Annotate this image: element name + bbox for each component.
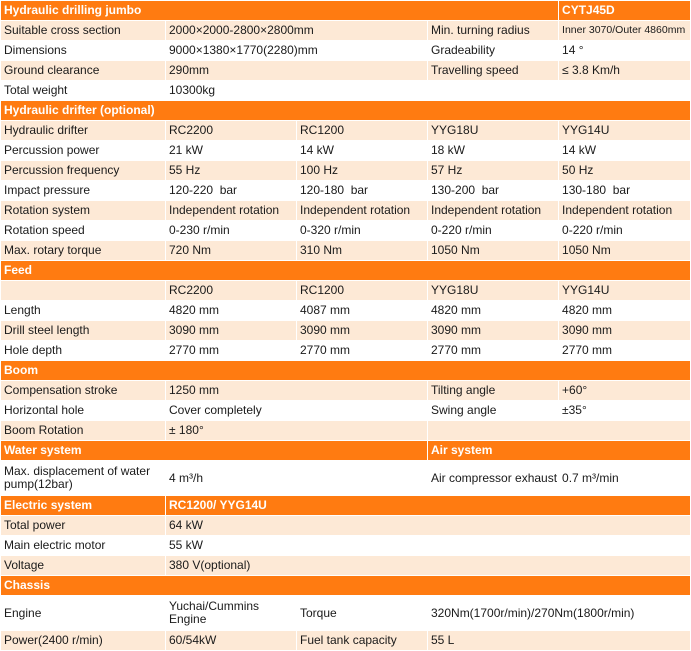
- spec-label: Voltage: [1, 556, 165, 575]
- section-title: Water system: [1, 441, 427, 460]
- spec-value: 320Nm(1700r/min)/270Nm(1800r/min): [428, 596, 690, 630]
- spec-value: 1250 mm: [166, 381, 427, 400]
- spec-value: 2770 mm: [559, 341, 690, 360]
- table-row: [1, 141, 690, 160]
- section-title: Hydraulic drifter (optional): [1, 101, 690, 120]
- table-row: [1, 461, 690, 495]
- spec-label: Length: [1, 301, 165, 320]
- spec-value: 9000×1380×1770(2280)mm: [166, 41, 427, 60]
- spec-label: Min. turning radius: [428, 21, 558, 40]
- spec-value: Independent rotation: [297, 201, 427, 220]
- title-row: [1, 1, 690, 20]
- spec-value: 64 kW: [166, 516, 690, 535]
- table-row: [1, 516, 690, 535]
- table-title: Hydraulic drilling jumbo: [1, 1, 558, 20]
- table-row: [1, 121, 690, 140]
- spec-value: 2770 mm: [166, 341, 296, 360]
- spec-label: Engine: [1, 596, 165, 630]
- spec-value: 2770 mm: [297, 341, 427, 360]
- spec-value: 10300kg: [166, 81, 427, 100]
- spec-value: 290mm: [166, 61, 427, 80]
- spec-value: +60°: [559, 381, 690, 400]
- spec-value: 0-230 r/min: [166, 221, 296, 240]
- spec-label: [1, 281, 165, 300]
- spec-value: 4820 mm: [166, 301, 296, 320]
- spec-value: 130-200 bar: [428, 181, 558, 200]
- spec-value: 14 °: [559, 41, 690, 60]
- spec-value: 0-220 r/min: [559, 221, 690, 240]
- table-row: [1, 181, 690, 200]
- spec-label: Torque: [297, 596, 427, 630]
- spec-label: Horizontal hole: [1, 401, 165, 420]
- spec-label: Air compressor exhaust: [428, 461, 558, 495]
- spec-value: 60/54kW: [166, 631, 296, 650]
- table-row: [1, 401, 690, 420]
- spec-label: Rotation speed: [1, 221, 165, 240]
- spec-label: Main electric motor: [1, 536, 165, 555]
- spec-label: Impact pressure: [1, 181, 165, 200]
- spec-value: 21 kW: [166, 141, 296, 160]
- spec-value: Inner 3070/Outer 4860mm: [559, 21, 690, 40]
- spec-value: 3090 mm: [428, 321, 558, 340]
- section-header: [1, 101, 690, 120]
- spec-value: 380 V(optional): [166, 556, 690, 575]
- spec-value: 55 L: [428, 631, 690, 650]
- table-row: [1, 281, 690, 300]
- spec-label: Percussion frequency: [1, 161, 165, 180]
- spec-value: RC2200: [166, 121, 296, 140]
- spec-label: Suitable cross section: [1, 21, 165, 40]
- spec-value: 720 Nm: [166, 241, 296, 260]
- spec-value: 3090 mm: [297, 321, 427, 340]
- spec-value: 18 kW: [428, 141, 558, 160]
- spec-value: YYG14U: [559, 121, 690, 140]
- spec-value: 1050 Nm: [428, 241, 558, 260]
- section-title: Electric system: [1, 496, 165, 515]
- table-row: [1, 41, 690, 60]
- spec-value: YYG14U: [559, 281, 690, 300]
- spec-value: 130-180 bar: [559, 181, 690, 200]
- spec-value: 14 kW: [559, 141, 690, 160]
- spec-value: ± 180°: [166, 421, 427, 440]
- spec-label: Total weight: [1, 81, 165, 100]
- model-name: CYTJ45D: [559, 1, 690, 20]
- section-subtitle: RC1200/ YYG14U: [166, 496, 690, 515]
- table-row: [1, 241, 690, 260]
- spec-label: Max. rotary torque: [1, 241, 165, 260]
- table-row: [1, 536, 690, 555]
- section-title: Feed: [1, 261, 690, 280]
- spec-value: 57 Hz: [428, 161, 558, 180]
- section-header: [1, 261, 690, 280]
- spec-value: 14 kW: [297, 141, 427, 160]
- spec-label: Gradeability: [428, 41, 558, 60]
- table-row: [1, 61, 690, 80]
- spec-label: Drill steel length: [1, 321, 165, 340]
- spec-value: Independent rotation: [166, 201, 296, 220]
- spec-value: Cover completely: [166, 401, 427, 420]
- spec-value: 4820 mm: [559, 301, 690, 320]
- section-title: Air system: [428, 441, 690, 460]
- spec-value: 50 Hz: [559, 161, 690, 180]
- spec-value: RC1200: [297, 121, 427, 140]
- spec-value: 2770 mm: [428, 341, 558, 360]
- spec-label: Compensation stroke: [1, 381, 165, 400]
- spec-value: Independent rotation: [559, 201, 690, 220]
- table-row: [1, 631, 690, 650]
- spec-value: 4087 mm: [297, 301, 427, 320]
- spec-value: RC1200: [297, 281, 427, 300]
- table-row: [1, 221, 690, 240]
- spec-value: 0-220 r/min: [428, 221, 558, 240]
- table-row: [1, 81, 690, 100]
- spec-value: 120-220 bar: [166, 181, 296, 200]
- section-header: [1, 361, 690, 380]
- section-header: [1, 496, 690, 515]
- spec-label: Rotation system: [1, 201, 165, 220]
- spec-value: RC2200: [166, 281, 296, 300]
- table-row: [1, 21, 690, 40]
- spec-value: 4 m³/h: [166, 461, 427, 495]
- spec-label: Fuel tank capacity: [297, 631, 427, 650]
- section-title: Chassis: [1, 576, 690, 595]
- spec-value: 120-180 bar: [297, 181, 427, 200]
- spec-value: 4820 mm: [428, 301, 558, 320]
- spec-label: Total power: [1, 516, 165, 535]
- table-row: [1, 421, 690, 440]
- spec-value: 55 kW: [166, 536, 690, 555]
- section-header: [1, 576, 690, 595]
- spec-label: Ground clearance: [1, 61, 165, 80]
- spec-label: Boom Rotation: [1, 421, 165, 440]
- spec-value: 3090 mm: [559, 321, 690, 340]
- section-title: Boom: [1, 361, 690, 380]
- table-row: [1, 381, 690, 400]
- spec-value: 2000×2000-2800×2800mm: [166, 21, 427, 40]
- spec-label: Tilting angle: [428, 381, 558, 400]
- spec-label: Dimensions: [1, 41, 165, 60]
- empty-cell: [428, 81, 690, 100]
- table-row: [1, 556, 690, 575]
- spec-label: Travelling speed: [428, 61, 558, 80]
- spec-label: Max. displacement of water pump(12bar): [1, 461, 165, 495]
- spec-value: 310 Nm: [297, 241, 427, 260]
- empty-cell: [428, 421, 690, 440]
- table-row: [1, 321, 690, 340]
- table-row: [1, 201, 690, 220]
- spec-value: Yuchai/Cummins Engine: [166, 596, 296, 630]
- table-row: [1, 341, 690, 360]
- spec-value: 0.7 m³/min: [559, 461, 690, 495]
- spec-label: Hydraulic drifter: [1, 121, 165, 140]
- spec-value: 1050 Nm: [559, 241, 690, 260]
- spec-label: Percussion power: [1, 141, 165, 160]
- table-row: [1, 161, 690, 180]
- spec-label: Power(2400 r/min): [1, 631, 165, 650]
- spec-value: 55 Hz: [166, 161, 296, 180]
- section-header: [1, 441, 690, 460]
- spec-value: YYG18U: [428, 281, 558, 300]
- spec-value: 0-320 r/min: [297, 221, 427, 240]
- spec-value: 100 Hz: [297, 161, 427, 180]
- spec-value: 3090 mm: [166, 321, 296, 340]
- spec-value: YYG18U: [428, 121, 558, 140]
- spec-value: ≤ 3.8 Km/h: [559, 61, 690, 80]
- table-row: [1, 301, 690, 320]
- spec-value: ±35°: [559, 401, 690, 420]
- spec-value: Independent rotation: [428, 201, 558, 220]
- table-row: [1, 596, 690, 630]
- spec-label: Hole depth: [1, 341, 165, 360]
- spec-label: Swing angle: [428, 401, 558, 420]
